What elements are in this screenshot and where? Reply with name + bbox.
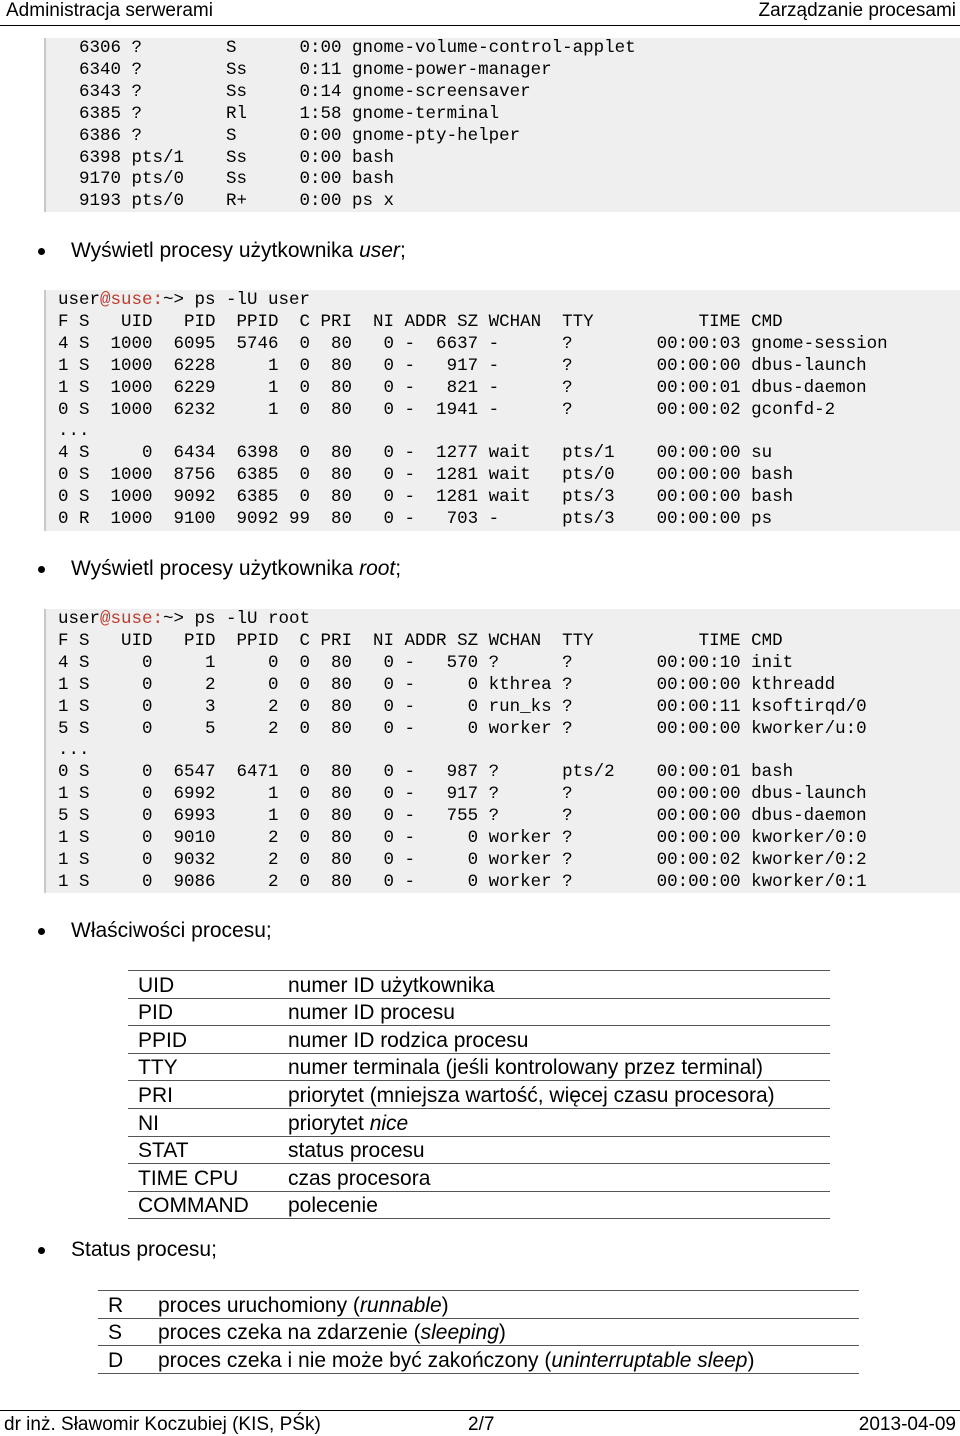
output-line: 1 S 0 6992 1 0 80 0 - 917 ? ? 00:00:00 dbus-launch	[58, 784, 867, 805]
description-italic: nice	[369, 1111, 409, 1135]
bullet-dot	[38, 928, 45, 935]
definition-description	[148, 1318, 859, 1346]
footer-rule	[0, 1410, 960, 1411]
code-block-ps-root	[44, 609, 960, 893]
output-line: 0 S 1000 9092 6385 0 80 0 - 1281 wait pts/3 00:00:00 bash	[58, 487, 794, 508]
code-block-ps-x	[44, 38, 960, 212]
description-text: proces uruchomiony (	[158, 1293, 360, 1317]
output-line: 6340 ? Ss 0:11 gnome-power-manager	[58, 59, 552, 80]
footer-date: 2013-04-09	[858, 1414, 956, 1435]
output-line: 0 S 1000 6232 1 0 80 0 - 1941 - ? 00:00:02 gconfd-2	[58, 399, 836, 420]
output-line: 6398 pts/1 Ss 0:00 bash	[58, 147, 395, 168]
definition-row	[98, 1346, 859, 1374]
output-line: 1 S 0 9010 2 0 80 0 - 0 worker ? 00:00:00 kworker/0:0	[58, 828, 867, 849]
definition-term: PRI	[128, 1081, 278, 1109]
definition-term: D	[98, 1346, 148, 1374]
description-text: priorytet	[288, 1111, 370, 1135]
prompt-command: ~> ps -lU user	[163, 290, 311, 310]
definition-term: NI	[128, 1108, 278, 1136]
output-line: 1 S 0 9032 2 0 80 0 - 0 worker ? 00:00:02 kworker/0:2	[58, 849, 867, 870]
definition-description	[278, 998, 830, 1026]
prompt-user: user	[58, 290, 101, 310]
description-text: czas procesora	[288, 1166, 431, 1190]
definition-term: PPID	[128, 1026, 278, 1054]
definition-row	[128, 1164, 830, 1192]
output-line: 0 S 1000 8756 6385 0 80 0 - 1281 wait pts/0 00:00:00 bash	[58, 465, 794, 486]
description-text: polecenie	[288, 1194, 378, 1218]
definition-term: R	[98, 1291, 148, 1319]
prompt-host: @suse:	[100, 290, 164, 310]
output-line: 1 S 1000 6228 1 0 80 0 - 917 - ? 00:00:00 dbus-launch	[58, 355, 867, 376]
output-line: 5 S 0 6993 1 0 80 0 - 755 ? ? 00:00:00 dbus-daemon	[58, 806, 867, 827]
description-italic: runnable	[359, 1293, 442, 1317]
definition-term: UID	[128, 971, 278, 999]
output-line: 6385 ? Rl 1:58 gnome-terminal	[58, 103, 500, 124]
bullet-dot	[38, 248, 45, 255]
output-line: F S UID PID PPID C PRI NI ADDR SZ WCHAN TTY TIME CMD	[58, 311, 783, 332]
command-prompt-line	[46, 290, 960, 312]
definition-row	[128, 1108, 830, 1136]
output-line: 5 S 0 5 2 0 80 0 - 0 worker ? 00:00:00 kworker/u:0	[58, 718, 867, 739]
description-suffix: )	[441, 1293, 449, 1317]
definition-row	[98, 1291, 859, 1319]
definition-term: STAT	[128, 1136, 278, 1164]
output-line: 9170 pts/0 Ss 0:00 bash	[58, 169, 395, 190]
definition-description	[278, 1136, 830, 1164]
definition-row	[128, 998, 830, 1026]
code-block-ps-user	[44, 290, 960, 531]
definition-description	[148, 1346, 859, 1374]
definition-term: S	[98, 1318, 148, 1346]
process-properties-table	[128, 970, 830, 1219]
definition-description	[278, 1081, 830, 1109]
description-italic: sleeping	[420, 1321, 499, 1345]
definition-row	[128, 971, 830, 999]
description-text: numer ID rodzica procesu	[288, 1028, 529, 1052]
description-text: status procesu	[288, 1139, 425, 1163]
output-line: 0 S 0 6547 6471 0 80 0 - 987 ? pts/2 00:00:01 bash	[58, 762, 794, 783]
page-header	[0, 0, 960, 26]
header-rule	[0, 25, 960, 26]
output-line: 1 S 0 2 0 0 80 0 - 0 kthrea ? 00:00:00 kthreadd	[58, 674, 836, 695]
definition-description	[278, 1053, 830, 1081]
definition-row	[98, 1318, 859, 1346]
definition-term: TTY	[128, 1053, 278, 1081]
output-line: 6306 ? S 0:00 gnome-volume-control-applet	[58, 38, 636, 58]
definition-row	[128, 1136, 830, 1164]
definition-row	[128, 1053, 830, 1081]
description-text: numer ID użytkownika	[288, 973, 495, 997]
output-line: 4 S 0 1 0 0 80 0 - 570 ? ? 00:00:10 init	[58, 652, 794, 673]
prompt-command: ~> ps -lU root	[163, 609, 311, 629]
definition-description	[148, 1291, 859, 1319]
description-text: priorytet (mniejsza wartość, więcej czasu procesora)	[288, 1083, 775, 1107]
output-line: 1 S 0 9086 2 0 80 0 - 0 worker ? 00:00:00 kworker/0:1	[58, 871, 867, 892]
output-line: 9193 pts/0 R+ 0:00 ps x	[58, 191, 395, 212]
output-line: 1 S 0 3 2 0 80 0 - 0 run_ks ? 00:00:11 ksoftirqd/0	[58, 696, 867, 717]
output-line: 4 S 0 6434 6398 0 80 0 - 1277 wait pts/1 00:00:00 su	[58, 443, 773, 464]
definition-row	[128, 1191, 830, 1219]
output-line: 6386 ? S 0:00 gnome-pty-helper	[58, 125, 521, 146]
output-line: F S UID PID PPID C PRI NI ADDR SZ WCHAN TTY TIME CMD	[58, 630, 783, 651]
definition-term: COMMAND	[128, 1191, 278, 1219]
command-prompt-line	[46, 609, 960, 631]
output-line: 6343 ? Ss 0:14 gnome-screensaver	[58, 81, 531, 102]
header-title: Administracja serwerami	[6, 0, 213, 21]
process-status-table	[98, 1290, 859, 1374]
output-line: 4 S 1000 6095 5746 0 80 0 - 6637 - ? 00:00:03 gnome-session	[58, 333, 888, 354]
output-line: 0 R 1000 9100 9092 99 80 0 - 703 - pts/3 00:00:00 ps	[58, 509, 773, 530]
page-footer	[0, 1410, 960, 1436]
description-text: numer terminala (jeśli kontrolowany przez terminal)	[288, 1056, 764, 1080]
bullet-dot	[38, 566, 45, 573]
definition-description	[278, 971, 830, 999]
definition-description	[278, 1191, 830, 1219]
footer-author: dr inż. Sławomir Koczubiej (KIS, PŚk)	[4, 1414, 321, 1435]
definition-row	[128, 1026, 830, 1054]
prompt-user: user	[58, 609, 101, 629]
header-section: Zarządzanie procesami	[758, 0, 956, 21]
description-italic: uninterruptable sleep	[551, 1348, 748, 1372]
prompt-host: @suse:	[100, 609, 164, 629]
definition-term: TIME CPU	[128, 1164, 278, 1192]
output-line: ...	[58, 740, 90, 761]
definition-description	[278, 1164, 830, 1192]
definition-term: PID	[128, 998, 278, 1026]
definition-description	[278, 1026, 830, 1054]
description-suffix: )	[747, 1348, 755, 1372]
description-text: proces czeka i nie może być zakończony (	[158, 1348, 552, 1372]
description-suffix: )	[498, 1321, 506, 1345]
description-text: numer ID procesu	[288, 1001, 455, 1025]
definition-description	[278, 1108, 830, 1136]
footer-page-number: 2/7	[468, 1414, 495, 1435]
definition-row	[128, 1081, 830, 1109]
output-line: ...	[58, 421, 90, 442]
description-text: proces czeka na zdarzenie (	[158, 1321, 421, 1345]
output-line: 1 S 1000 6229 1 0 80 0 - 821 - ? 00:00:01 dbus-daemon	[58, 377, 867, 398]
bullet-dot	[38, 1247, 45, 1254]
